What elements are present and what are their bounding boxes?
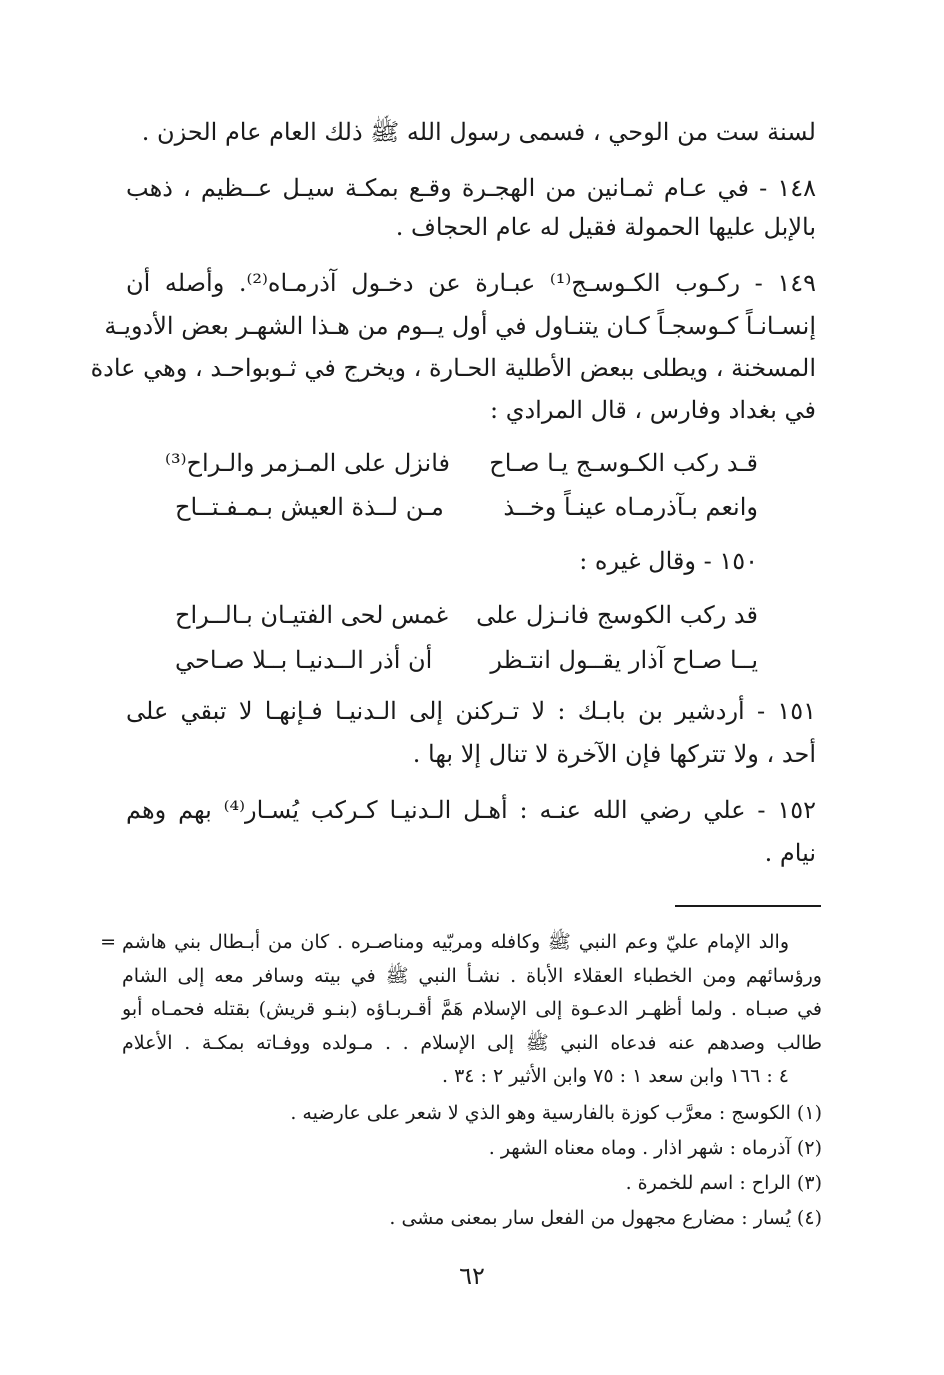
footnote-continuation-mark: = (100, 931, 116, 953)
body-line-item-150: ١٥٠ - وقال غيره : (579, 547, 758, 575)
body-line: لسنة ست من الوحي ، فسمى رسول الله ﷺ ذلك العام عام الحزن . (141, 118, 816, 146)
body-line: في بغداد وفارس ، قال المرادي : (489, 396, 816, 424)
verse-hemistich-left: غمس لحى الفتيـان بـالــراح (175, 601, 449, 629)
footnote-line: طالب وصدهم عنه فدعاه النبي ﷺ إلى الإسلام . . مـولده ووفـاته بمكـة . الأعلام (122, 1032, 822, 1054)
footnote-separator (675, 905, 821, 907)
body-line: نيام . (764, 839, 816, 867)
body-line: بالإبل عليها الحمولة فقيل له عام الحجاف . (395, 213, 816, 241)
body-line: أحد ، ولا تتركها فإن الآخرة لا تنال إلا بها . (412, 740, 816, 768)
body-line: إنسـانـاً كـوسجـاً كـان يتنـاول في أول يــوم من هـذا الشهـر بعض الأدويـة (104, 312, 816, 340)
footnote-2: (٢) آذرماه : شهر اذار . وماه معناه الشهر . (488, 1137, 822, 1159)
body-line-item-151: ١٥١ - أردشير بن بابـك : لا تـركنن إلى الـدنيـا فـإنهـا لا تبقي على (126, 697, 816, 725)
footnote-line: ورؤسائهم ومن الخطباء العقلاء الأباة . نشـأ النبي ﷺ في بيته وسافر معه إلى الشام (122, 965, 822, 987)
body-line-item-149: ١٤٩ - ركـوب الكـوسـج⁽¹⁾ عبـارة عن دخـول آذرمـاه⁽²⁾. وأصله أن (126, 269, 816, 297)
footnote-line: في صبـاه . ولما أظهـر الدعـوة إلى الإسلام هَمَّ أقـربـاؤه (بنـو قريش) بقتله فحمـاه أبو (122, 998, 822, 1020)
verse-hemistich-right: يــا صـاح آذار يقــول انتـظر (490, 646, 758, 674)
verse-hemistich-right: قـد ركب الكـوسـج يـا صـاح (489, 449, 758, 477)
body-line-item-148: ١٤٨ - في عـام ثمـانين من الهجـرة وقـع بمكـة سيـل عــظيم ، ذهب (126, 174, 816, 202)
page-number: ٦٢ (459, 1262, 485, 1290)
verse-hemistich-right: قد ركب الكوسج فانـزل على (476, 601, 758, 629)
footnote-3: (٣) الراح : اسم للخمرة . (625, 1172, 822, 1194)
verse-hemistich-left: مـن لــذة العيش بـمـفـتــاح (175, 493, 444, 521)
footnote-line: ٤ : ١٦٦ وابن سعد ١ : ٧٥ وابن الأثير ٢ : ٣٤ . (441, 1065, 789, 1087)
footnote-1: (١) الكوسج : معرَّب كوزة بالفارسية وهو الذي لا شعر على عارضيه . (290, 1102, 822, 1124)
verse-hemistich-left: فانزل على المـزمر والـراح⁽³⁾ (165, 449, 450, 477)
verse-hemistich-left: أن أذر الــدنيـا بــلا صـاحي (175, 646, 433, 674)
body-line: المسخنة ، ويطلى ببعض الأطلية الحـارة ، ويخرج في ثـوبواحـد ، وهي عادة (90, 354, 816, 382)
body-line-item-152: ١٥٢ - علي رضي الله عنـه : أهـل الـدنيـا كـركب يُسـار⁽⁴⁾ بهم وهم (126, 796, 816, 824)
verse-hemistich-right: وانعم بـآذرمـاه عينـاً وخــذ (503, 493, 758, 521)
footnote-4: (٤) يُسار : مضارع مجهول من الفعل سار بمعنى مشى . (389, 1207, 822, 1229)
footnote-line: والد الإمام عليّ وعم النبي ﷺ وكافله ومربّيه ومناصـره . كان من أبـطال بني هاشم (122, 931, 789, 953)
